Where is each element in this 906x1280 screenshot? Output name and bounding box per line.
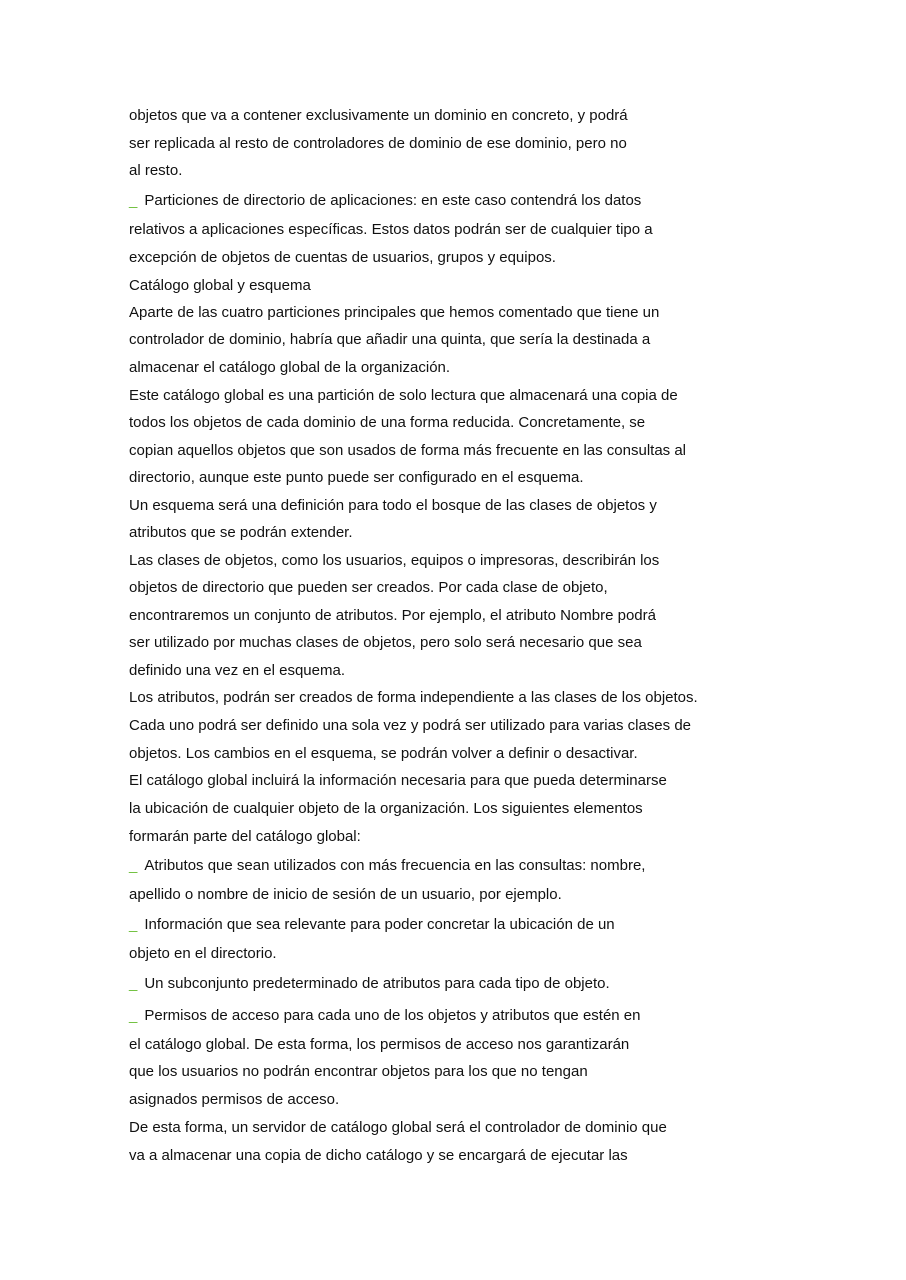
- line-text: almacenar el catálogo global de la organización.: [129, 359, 451, 376]
- bullet-line: [129, 192, 641, 210]
- line-text: Particiones de directorio de aplicaciones: en este caso contendrá los datos: [144, 192, 642, 209]
- line-text: Un subconjunto predeterminado de atributos para cada tipo de objeto.: [144, 975, 610, 992]
- line-text: Las clases de objetos, como los usuarios, equipos o impresoras, describirán los: [129, 552, 660, 569]
- line-text: encontraremos un conjunto de atributos. Por ejemplo, el atributo Nombre podrá: [129, 607, 656, 624]
- text-line: [129, 359, 450, 377]
- text-line: [129, 277, 311, 295]
- line-text: todos los objetos de cada dominio de una forma reducida. Concretamente, se: [129, 414, 646, 431]
- text-line: [129, 634, 642, 652]
- text-line: [129, 107, 628, 125]
- line-text: apellido o nombre de inicio de sesión de un usuario, por ejemplo.: [129, 886, 562, 903]
- text-line: [129, 442, 686, 460]
- line-text: Permisos de acceso para cada uno de los objetos y atributos que estén en: [144, 1007, 641, 1024]
- text-line: [129, 304, 659, 322]
- line-text: objeto en el directorio.: [129, 945, 277, 962]
- line-text: directorio, aunque este punto puede ser configurado en el esquema.: [129, 469, 584, 486]
- line-text: El catálogo global incluirá la información necesaria para que pueda determinarse: [129, 772, 667, 789]
- text-line: [129, 1147, 628, 1165]
- line-text: controlador de dominio, habría que añadir una quinta, que sería la destinada a: [129, 331, 651, 348]
- bullet-line: [129, 975, 610, 993]
- line-text: objetos que va a contener exclusivamente un dominio en concreto, y podrá: [129, 107, 628, 124]
- text-line: [129, 1091, 339, 1109]
- bullet-line: [129, 857, 645, 875]
- bullet-marker: _: [129, 916, 138, 933]
- bullet-line: [129, 916, 615, 934]
- line-text: al resto.: [129, 162, 183, 179]
- text-line: [129, 414, 645, 432]
- text-line: [129, 689, 698, 707]
- text-line: [129, 745, 638, 763]
- line-text: asignados permisos de acceso.: [129, 1091, 340, 1108]
- line-text: relativos a aplicaciones específicas. Estos datos podrán ser de cualquier tipo a: [129, 221, 653, 238]
- line-text: excepción de objetos de cuentas de usuarios, grupos y equipos.: [129, 249, 556, 266]
- bullet-marker: _: [129, 192, 138, 209]
- text-line: [129, 717, 691, 735]
- text-line: [129, 1036, 629, 1054]
- text-line: [129, 662, 345, 680]
- text-line: [129, 607, 656, 625]
- line-text: Un esquema será una definición para todo el bosque de las clases de objetos y: [129, 497, 657, 514]
- line-text: que los usuarios no podrán encontrar objetos para los que no tengan: [129, 1063, 588, 1080]
- line-text: objetos. Los cambios en el esquema, se podrán volver a definir o desactivar.: [129, 745, 638, 762]
- line-text: formarán parte del catálogo global:: [129, 828, 361, 845]
- line-text: Aparte de las cuatro particiones principales que hemos comentado que tiene un: [129, 304, 660, 321]
- bullet-marker: _: [129, 975, 138, 992]
- line-text: ser utilizado por muchas clases de objetos, pero solo será necesario que sea: [129, 634, 642, 651]
- text-line: [129, 387, 678, 405]
- text-line: [129, 886, 562, 904]
- text-line: [129, 552, 659, 570]
- line-text: Atributos que sean utilizados con más frecuencia en las consultas: nombre,: [144, 857, 646, 874]
- text-line: [129, 1119, 667, 1137]
- line-text: atributos que se podrán extender.: [129, 524, 353, 541]
- line-text: Este catálogo global es una partición de solo lectura que almacenará una copia de: [129, 387, 678, 404]
- bullet-marker: _: [129, 857, 138, 874]
- line-text: va a almacenar una copia de dicho catálogo y se encargará de ejecutar las: [129, 1147, 628, 1164]
- text-line: [129, 469, 583, 487]
- text-line: [129, 221, 653, 239]
- line-text: Los atributos, podrán ser creados de forma independiente a las clases de los objetos.: [129, 689, 698, 706]
- line-text: el catálogo global. De esta forma, los permisos de acceso nos garantizarán: [129, 1036, 630, 1053]
- text-line: [129, 331, 650, 349]
- line-text: ser replicada al resto de controladores de dominio de ese dominio, pero no: [129, 135, 627, 152]
- line-text: Información que sea relevante para poder concretar la ubicación de un: [144, 916, 615, 933]
- text-line: [129, 524, 353, 542]
- text-line: [129, 1063, 588, 1081]
- line-text: Catálogo global y esquema: [129, 277, 311, 294]
- text-line: [129, 579, 608, 597]
- text-line: [129, 135, 627, 153]
- line-text: De esta forma, un servidor de catálogo global será el controlador de dominio que: [129, 1119, 667, 1136]
- text-line: [129, 162, 182, 180]
- text-line: [129, 249, 556, 267]
- text-line: [129, 828, 361, 846]
- bullet-marker: _: [129, 1007, 138, 1024]
- text-line: [129, 772, 667, 790]
- line-text: Cada uno podrá ser definido una sola vez y podrá ser utilizado para varias clases de: [129, 717, 692, 734]
- text-line: [129, 945, 277, 963]
- bullet-line: [129, 1007, 641, 1025]
- line-text: definido una vez en el esquema.: [129, 662, 345, 679]
- line-text: copian aquellos objetos que son usados de forma más frecuente en las consultas al: [129, 442, 687, 459]
- text-line: [129, 800, 643, 818]
- line-text: objetos de directorio que pueden ser creados. Por cada clase de objeto,: [129, 579, 608, 596]
- line-text: la ubicación de cualquier objeto de la organización. Los siguientes elementos: [129, 800, 643, 817]
- text-line: [129, 497, 657, 515]
